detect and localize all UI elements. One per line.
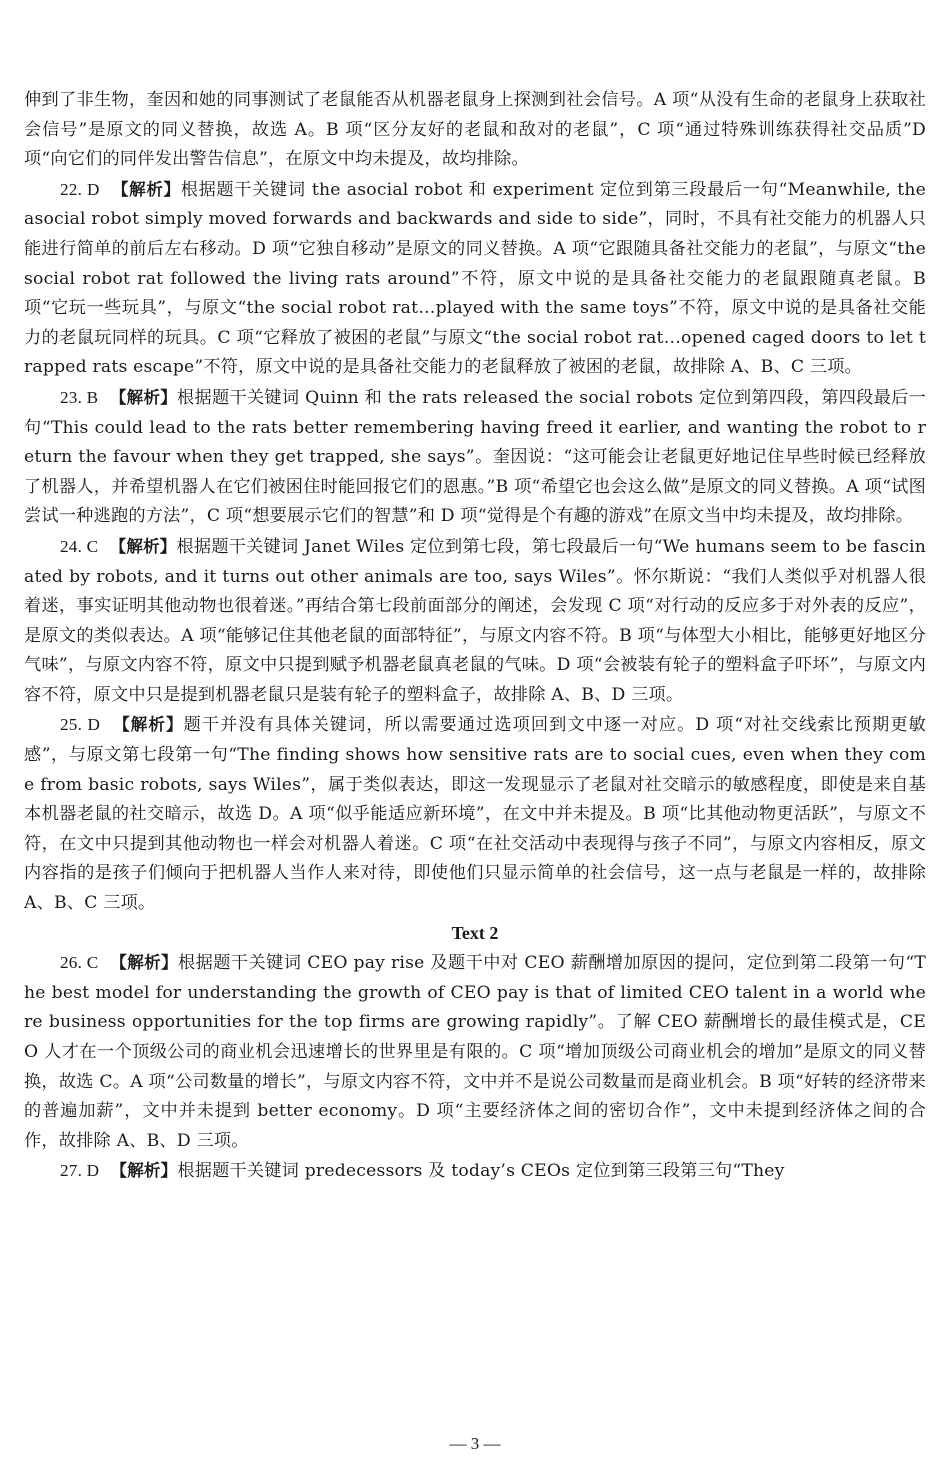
- analysis-label: 【解析】: [111, 179, 181, 199]
- answer-24: [24, 532, 926, 711]
- analysis-text: 根据题干关键词 CEO pay rise 及题干中对 CEO 薪酬增加原因的提问，定位到第二段第一句“The best model for understanding the growth of CEO pay is that of limited CEO talent in a world where business opportunities for the top firms are growing rapidly”。了解 CEO 薪酬增长的最佳模式是，CEO 人才在一个顶级公司的商业机会迅速增长的世界里是有限的。C 项“增加顶级公司商业机会的增加”是原文的同义替换，故选 C。A 项“公司数量的增长”，与原文内容不符，文中并不是说公司数量而是商业机会。B 项“好转的经济带来的普遍加薪”，文中并未提到 better economy。D 项“主要经济体之间的密切合作”，文中未提到经济体之间的合作，故排除 A、B、D 三项。: [24, 953, 927, 1151]
- answer-23: [24, 383, 926, 532]
- analysis-text: 根据题干关键词 the asocial robot 和 experiment 定位到第三段最后一句“Meanwhile, the asocial robot simply moved forwards and backwards and side to side”，同时，不具有社交能力的机器人只能进行简单的前后左右移动。D 项“它独自移动”是原文的同义替换。A 项“它跟随具备社交能力的老鼠”，与原文“the social robot rat followed the living rats around”不符，原文中说的是具备社交能力的老鼠跟随真老鼠。B 项“它玩一些玩具”，与原文“the social robot rat…played with the same toys”不符，原文中说的是具备社交能力的老鼠玩同样的玩具。C 项“它释放了被困的老鼠”与原文“the social robot rat…opened caged doors to let trapped rats escape”不符，原文中说的是具备社交能力的老鼠释放了被困的老鼠，故排除 A、B、C 三项。: [24, 179, 926, 378]
- analysis-label: 【解析】: [113, 715, 184, 735]
- question-number: 24. C: [60, 536, 99, 556]
- analysis-label: 【解析】: [110, 1161, 178, 1181]
- analysis-label: 【解析】: [109, 387, 178, 407]
- question-number: 22. D: [60, 179, 100, 199]
- analysis-text: 根据题干关键词 Janet Wiles 定位到第七段，第七段最后一句“We humans seem to be fascinated by robots, and it turns out other animals are too, says Wiles”。怀尔斯说：“我们人类似乎对机器人很着迷，事实证明其他动物也很着迷。”再结合第七段前面部分的阐述，会发现 C 项“对行动的反应多于对外表的反应”，是原文的类似表达。A 项“能够记住其他老鼠的面部特征”，与原文内容不符。B 项“与体型大小相比，能够更好地区分气味”，与原文内容不符，原文中只提到赋予机器老鼠真老鼠的气味。D 项“会被装有轮子的塑料盒子吓坏”，与原文内容不符，原文中只是提到机器老鼠只是装有轮子的塑料盒子，故排除 A、B、D 三项。: [24, 536, 926, 705]
- answer-25: [24, 710, 926, 918]
- question-number: 25. D: [60, 715, 101, 735]
- paragraph-continued: [24, 86, 926, 175]
- analysis-label: 【解析】: [110, 953, 179, 973]
- analysis-text: 根据题干关键词 predecessors 及 today’s CEOs 定位到第三段第三句“They: [177, 1161, 785, 1182]
- answer-26: [24, 948, 926, 1156]
- answer-27: [24, 1156, 926, 1187]
- answer-22: [24, 175, 926, 383]
- section-title: Text 2: [451, 922, 499, 943]
- page-number: — 3 —: [449, 1434, 501, 1453]
- question-number: 27. D: [60, 1161, 100, 1181]
- analysis-text: 根据题干关键词 Quinn 和 the rats released the social robots 定位到第四段，第四段最后一句“This could lead to the rats better remembering having freed it earlier, and wanting the robot to return the favour when they get trapped, she says”。奎因说：“这可能会让老鼠更好地记住早些时候已经释放了机器人，并希望机器人在它们被困住时能回报它们的恩惠。”B 项“希望它也会这么做”是原文的同义替换。A 项“试图尝试一种逃跑的方法”，C 项“想要展示它们的智慧”和 D 项“觉得是个有趣的游戏”在原文当中均未提及，故均排除。: [24, 387, 927, 527]
- analysis-label: 【解析】: [109, 536, 177, 556]
- question-number: 23. B: [60, 387, 99, 407]
- analysis-text: 题干并没有具体关键词，所以需要通过选项回到文中逐一对应。D 项“对社交线索比预期更敏感”，与原文第七段第一句“The finding shows how sensitive rats are to social cues, even when they come from basic robots, says Wiles”，属于类似表达，即这一发现显示了老鼠对社交暗示的敏感程度，即使是来自基本机器老鼠的社交暗示，故选 D。A 项“似乎能适应新环境”，在文中并未提及。B 项“比其他动物更活跃”，与原文不符，在文中只提到其他动物也一样会对机器人着迷。C 项“在社交活动中表现得与孩子不同”，与原文内容相反，原文内容指的是孩子们倾向于把机器人当作人来对待，即使他们只显示简单的社会信号，这一点与老鼠是一样的，故排除 A、B、C 三项。: [24, 715, 927, 914]
- paragraph-text: 伸到了非生物，奎因和她的同事测试了老鼠能否从机器老鼠身上探测到社会信号。A 项“从没有生命的老鼠身上获取社会信号”是原文的同义替换，故选 A。B 项“区分友好的老鼠和敌对的老鼠”，C 项“通过特殊训练获得社交品质”D 项“向它们的同伴发出警告信息”，在原文中均未提及，故均排除。: [24, 90, 926, 170]
- document-body: [24, 86, 926, 1187]
- question-number: 26. C: [60, 953, 99, 973]
